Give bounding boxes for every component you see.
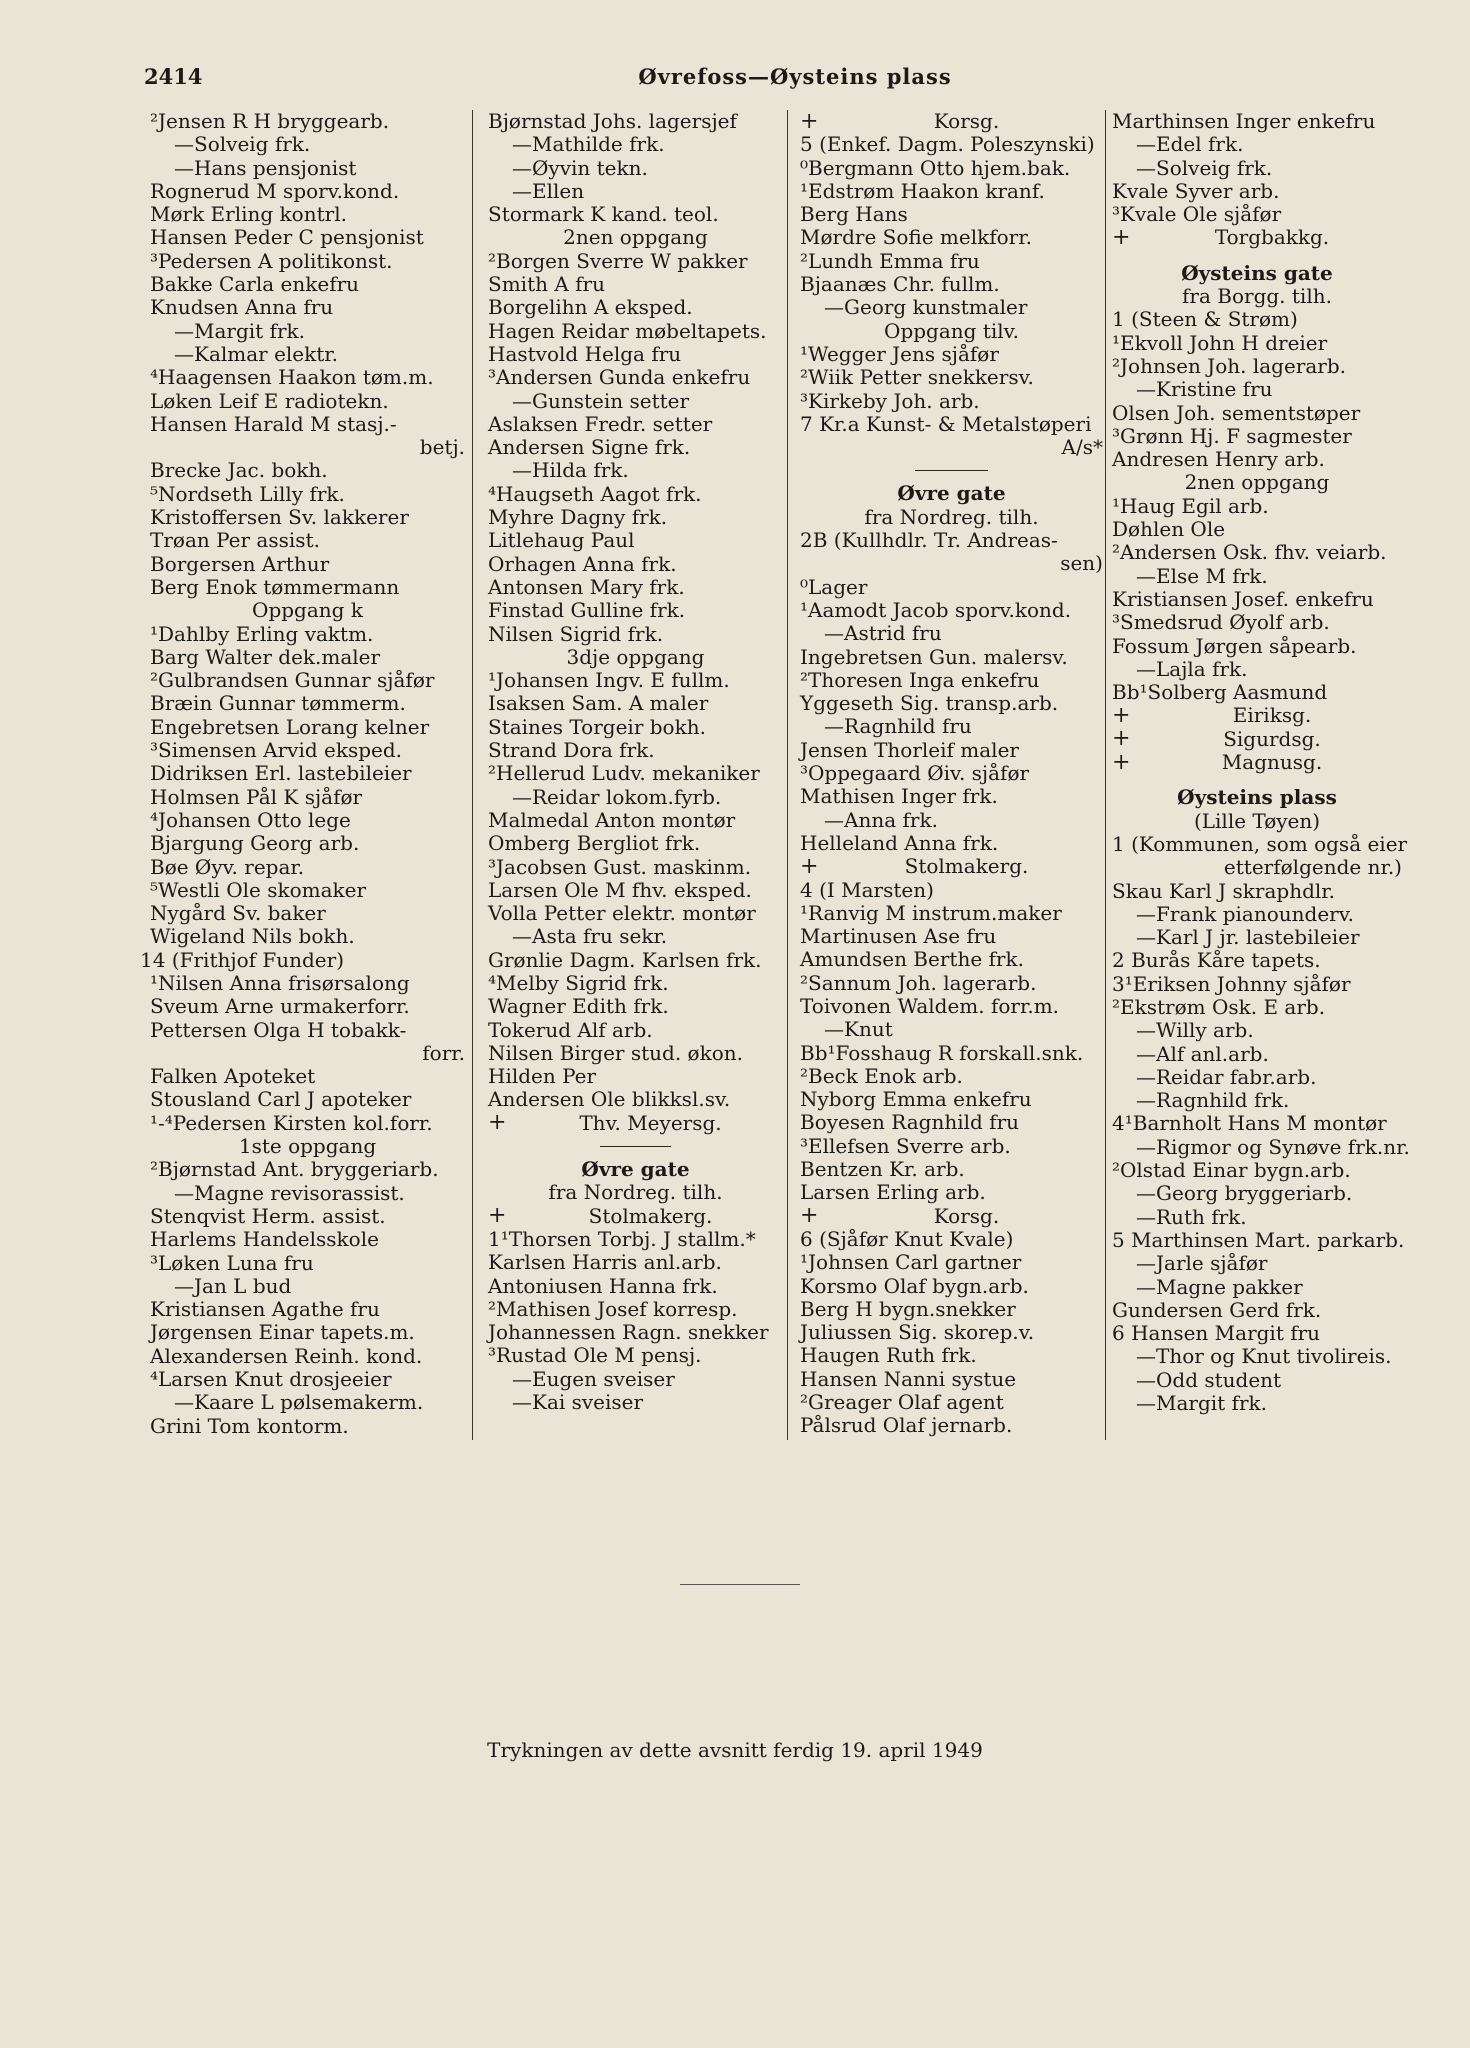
directory-entry: Andersen Ole blikksl.sv. — [488, 1087, 731, 1112]
directory-entry: Myhre Dagny frk. — [488, 505, 668, 530]
directory-column-3 — [800, 110, 1103, 1438]
cross-street — [800, 855, 1103, 878]
directory-entry: Amundsen Berthe frk. — [800, 947, 1024, 972]
directory-entry: —Mathilde frk. — [512, 132, 665, 157]
directory-entry: Pettersen Olga H tobakk- — [150, 1017, 407, 1042]
section-subheading: 2nen oppgang — [1184, 470, 1330, 495]
directory-entry: Wigeland Nils bokh. — [150, 924, 355, 949]
cross-street — [1112, 751, 1402, 774]
directory-entry: Sveum Arne urmakerforr. — [150, 994, 410, 1019]
directory-entry: —Kai sveiser — [512, 1390, 644, 1415]
directory-entry: Malmedal Anton montør — [488, 807, 736, 832]
directory-entry: —Hans pensjonist — [174, 155, 357, 180]
directory-entry: Døhlen Ole — [1112, 517, 1226, 542]
directory-entry: Harlems Handelsskole — [150, 1227, 379, 1252]
cross-street-name: Torgbakkg. — [1214, 225, 1330, 250]
directory-entry: ²Ekstrøm Osk. E arb. — [1112, 994, 1326, 1019]
directory-entry: Olsen Joh. sementstøper — [1112, 400, 1361, 425]
directory-entry: ³Andersen Gunda enkefru — [488, 365, 751, 390]
directory-entry: —Ragnhild fru — [824, 714, 972, 739]
directory-entry: ²Sannum Joh. lagerarb. — [800, 970, 1037, 995]
section-subheading: 3dje oppgang — [566, 644, 705, 669]
directory-entry: —Margit frk. — [174, 318, 305, 343]
directory-entry: 6 (Sjåfør Knut Kvale) — [800, 1226, 1014, 1251]
directory-entry: Marthinsen Inger enkefru — [1112, 109, 1376, 133]
directory-entry: ²Andersen Osk. fhv. veiarb. — [1112, 540, 1387, 565]
cross-street — [800, 1205, 1103, 1228]
line-continuation: forr. — [422, 1040, 465, 1065]
cross-street — [800, 110, 1103, 133]
crossing-mark-icon: + — [1112, 225, 1131, 251]
directory-entry: —Kaare L pølsemakerm. — [174, 1390, 424, 1415]
directory-entry: Hansen Harald M stasj.- — [150, 411, 397, 436]
section-rule — [800, 459, 1103, 482]
cross-street-name: Thv. Meyersg. — [579, 1110, 722, 1135]
directory-entry: —Reidar fabr.arb. — [1136, 1064, 1317, 1089]
directory-entry: Andersen Signe frk. — [488, 435, 691, 460]
directory-column-1 — [140, 109, 465, 1438]
cross-street — [1112, 728, 1402, 751]
directory-entry: Mørk Erling kontrl. — [150, 202, 347, 227]
cross-street-name: Eiriksg. — [1232, 703, 1312, 728]
directory-entry: ²Jensen R H bryggearb. — [150, 109, 390, 133]
directory-entry: —Asta fru sekr. — [512, 924, 668, 949]
directory-entry: 5 Marthinsen Mart. parkarb. — [1112, 1227, 1405, 1252]
directory-entry: ¹Aamodt Jacob sporv.kond. — [800, 597, 1072, 622]
directory-entry: Mathisen Inger frk. — [800, 784, 998, 809]
directory-entry: Toivonen Waldem. forr.m. — [800, 993, 1060, 1018]
directory-entry: ¹Johansen Ingv. E fullm. — [488, 668, 730, 693]
directory-entry: ²Olstad Einar bygn.arb. — [1112, 1158, 1351, 1183]
directory-entry: Staines Torgeir bokh. — [488, 714, 706, 739]
directory-entry: —Edel frk. — [1136, 132, 1244, 157]
directory-entry: Gundersen Gerd frk. — [1112, 1297, 1322, 1322]
directory-entry: Berg H bygn.snekker — [800, 1296, 1016, 1321]
page-number: 2414 — [144, 64, 203, 89]
directory-entry: Pålsrud Olaf jernarb. — [800, 1413, 1013, 1438]
directory-entry: Korsmo Olaf bygn.arb. — [800, 1273, 1029, 1298]
directory-entry: Grini Tom kontorm. — [150, 1413, 349, 1438]
street-heading: Øysteins plass — [1177, 785, 1337, 810]
directory-entry: —Else M frk. — [1136, 563, 1268, 588]
directory-entry: Kristiansen Agathe fru — [150, 1297, 380, 1322]
directory-entry: —Magne pakker — [1136, 1274, 1303, 1299]
directory-entry: —Kristine fru — [1136, 377, 1273, 402]
directory-entry: Martinusen Ase fru — [800, 924, 997, 949]
directory-entry: —Solveig frk. — [174, 132, 311, 157]
directory-entry: —Frank pianounderv. — [1136, 901, 1355, 926]
cross-street-name: Sigurdsg. — [1223, 726, 1321, 751]
directory-entry: —Øyvin tekn. — [512, 155, 648, 180]
directory-entry: ²Bjørnstad Ant. bryggeriarb. — [150, 1157, 439, 1182]
column-divider — [472, 110, 473, 1440]
directory-entry: ³Oppegaard Øiv. sjåfør — [800, 761, 1030, 786]
directory-entry: Grønlie Dagm. Karlsen frk. — [488, 947, 762, 972]
cross-street-name: Stolmakerg. — [588, 1203, 713, 1228]
directory-entry: —Jarle sjåfør — [1136, 1251, 1268, 1276]
directory-entry: Smith A fru — [488, 272, 605, 297]
directory-entry: Haugen Ruth frk. — [800, 1343, 977, 1368]
section-subheading: 1ste oppgang — [238, 1134, 377, 1159]
cross-street — [1112, 226, 1402, 249]
cross-street-name: Korsg. — [933, 1203, 1000, 1228]
directory-entry: ²Lundh Emma fru — [800, 248, 980, 273]
crossing-mark-icon: + — [1112, 726, 1131, 752]
directory-entry: Isaksen Sam. A maler — [488, 691, 709, 716]
directory-entry: 1¹Thorsen Torbj. J stallm.* — [488, 1226, 756, 1251]
cross-street-name: Stolmakerg. — [904, 854, 1029, 879]
section-subheading: fra Nordreg. tilh. — [864, 504, 1039, 529]
directory-entry: 7 Kr.a Kunst- & Metalstøperi — [800, 411, 1092, 436]
directory-entry: ³Kvale Ole sjåfør — [1112, 202, 1282, 227]
print-note: Trykningen av dette avsnitt ferdig 19. april 1949 — [487, 1738, 983, 1762]
directory-entry: —Ragnhild frk. — [1136, 1088, 1290, 1113]
directory-entry: Omberg Bergliot frk. — [488, 831, 701, 856]
section-subheading: 2nen oppgang — [563, 225, 708, 250]
street-heading: Øvre gate — [581, 1157, 690, 1182]
crossing-mark-icon: + — [1112, 703, 1131, 729]
directory-entry: 4 (I Marsten) — [800, 877, 934, 902]
directory-entry: —Magne revisorassist. — [174, 1180, 405, 1205]
directory-entry: ²Mathisen Josef korresp. — [488, 1296, 738, 1321]
directory-entry: Bb¹Solberg Aasmund — [1112, 680, 1328, 705]
directory-entry: Larsen Ole M fhv. eksped. — [488, 877, 752, 902]
section-end-rule — [680, 1584, 800, 1585]
section-subheading: Oppgang tilv. — [884, 318, 1019, 343]
directory-entry: —Ellen — [512, 178, 585, 203]
directory-entry: ²Hellerud Ludv. mekaniker — [488, 761, 760, 786]
directory-entry: —Anna frk. — [824, 807, 938, 832]
directory-entry: Jensen Thorleif maler — [800, 737, 1019, 762]
directory-entry: Bræin Gunnar tømmerm. — [150, 691, 406, 716]
directory-entry: ³Grønn Hj. F sagmester — [1112, 423, 1352, 448]
directory-entry: —Hilda frk. — [512, 458, 629, 483]
directory-column-2 — [488, 110, 783, 1414]
line-continuation: A/s* — [1061, 435, 1103, 460]
directory-entry: Nilsen Birger stud. økon. — [488, 1040, 743, 1065]
directory-entry: Johannessen Ragn. snekker — [488, 1320, 769, 1345]
directory-entry: ¹Wegger Jens sjåfør — [800, 341, 999, 366]
directory-entry: Barg Walter dek.maler — [150, 644, 381, 669]
directory-entry: —Astrid fru — [824, 621, 942, 646]
directory-entry: ²Greager Olaf agent — [800, 1390, 1004, 1415]
cross-street-name: Magnusg. — [1221, 750, 1323, 775]
directory-entry: ¹Ekvoll John H dreier — [1112, 330, 1328, 355]
directory-entry: —Ruth frk. — [1136, 1204, 1247, 1229]
directory-entry: ¹Edstrøm Haakon kranf. — [800, 178, 1045, 203]
directory-entry: —Rigmor og Synøve frk.nr. — [1136, 1134, 1410, 1159]
directory-entry: Nyborg Emma enkefru — [800, 1087, 1032, 1112]
directory-column-4 — [1112, 109, 1410, 1416]
directory-entry: Strand Dora frk. — [488, 738, 655, 763]
crossing-mark-icon: + — [800, 108, 819, 134]
directory-entry: —Georg bryggeriarb. — [1136, 1181, 1353, 1206]
page-title: Øvrefoss—Øysteins plass — [638, 64, 952, 89]
directory-entry: Nygård Sv. baker — [150, 901, 326, 926]
directory-entry: —Eugen sveiser — [512, 1366, 675, 1391]
directory-entry: Boyesen Ragnhild fru — [800, 1110, 1020, 1135]
directory-entry: Larsen Erling arb. — [800, 1180, 986, 1205]
directory-entry: Stenqvist Herm. assist. — [150, 1203, 386, 1228]
directory-entry: 3¹Eriksen Johnny sjåfør — [1112, 971, 1351, 996]
directory-entry: Trøan Per assist. — [150, 528, 320, 553]
cross-street — [488, 1112, 783, 1135]
directory-entry: ⁵Nordseth Lilly frk. — [150, 481, 345, 506]
directory-entry: ⁴Melby Sigrid frk. — [488, 970, 669, 995]
directory-entry: Stousland Carl J apoteker — [150, 1087, 412, 1112]
line-continuation: etterfølgende nr.) — [1223, 855, 1402, 880]
directory-entry: ³Kirkeby Joh. arb. — [800, 388, 980, 413]
street-heading: Øysteins gate — [1181, 260, 1333, 285]
directory-entry: ³Pedersen A politikonst. — [150, 248, 393, 273]
directory-entry: Litlehaug Paul — [488, 528, 635, 553]
directory-entry: ¹Johnsen Carl gartner — [800, 1250, 1022, 1275]
section-subheading: fra Nordreg. tilh. — [548, 1180, 723, 1205]
directory-entry: Stormark K kand. teol. — [488, 202, 719, 227]
directory-entry: ⁴Larsen Knut drosjeeier — [150, 1367, 392, 1392]
directory-entry: 6 Hansen Margit fru — [1112, 1321, 1321, 1346]
directory-entry: Hagen Reidar møbeltapets. — [488, 318, 767, 343]
crossing-mark-icon: + — [800, 1203, 819, 1229]
section-rule — [488, 1135, 783, 1158]
directory-entry: Didriksen Erl. lastebileier — [150, 761, 412, 786]
directory-entry: ³Løken Luna fru — [150, 1250, 314, 1275]
directory-entry: ²Wiik Petter snekkersv. — [800, 365, 1034, 390]
crossing-mark-icon: + — [1112, 749, 1131, 775]
directory-entry: Hilden Per — [488, 1064, 597, 1089]
directory-entry: 4¹Barnholt Hans M montør — [1112, 1111, 1387, 1136]
directory-entry: —Lajla frk. — [1136, 656, 1248, 681]
directory-entry: Brecke Jac. bokh. — [150, 458, 328, 483]
directory-entry: ²Johnsen Joh. lagerarb. — [1112, 353, 1346, 378]
directory-entry: —Reidar lokom.fyrb. — [512, 784, 722, 809]
directory-entry: Orhagen Anna frk. — [488, 551, 677, 576]
directory-entry: Fossum Jørgen såpearb. — [1112, 633, 1357, 658]
directory-entry: Wagner Edith frk. — [488, 994, 669, 1019]
directory-entry: Løken Leif E radiotekn. — [150, 388, 389, 413]
directory-entry: Hastvold Helga fru — [488, 341, 682, 366]
directory-entry: ²Thoresen Inga enkefru — [800, 667, 1040, 692]
street-heading: Øvre gate — [897, 481, 1006, 506]
cross-street-name: Korsg. — [933, 109, 1000, 133]
directory-entry: Knudsen Anna fru — [150, 295, 334, 320]
directory-entry: —Jan L bud — [174, 1273, 292, 1298]
directory-entry: ¹-⁴Pedersen Kirsten kol.forr. — [150, 1110, 433, 1135]
crossing-mark-icon: + — [488, 1110, 507, 1136]
section-subheading: (Lille Tøyen) — [1193, 808, 1321, 833]
directory-entry: Hansen Peder C pensjonist — [150, 225, 424, 250]
directory-entry: ³Rustad Ole M pensj. — [488, 1343, 702, 1368]
directory-entry: —Georg kunstmaler — [824, 295, 1028, 320]
directory-entry: Kvale Syver arb. — [1112, 178, 1280, 203]
directory-entry: Rognerud M sporv.kond. — [150, 178, 400, 203]
directory-entry: Ingebretsen Gun. malersv. — [800, 644, 1068, 669]
directory-entry: —Kalmar elektr. — [174, 341, 339, 366]
column-divider — [787, 110, 788, 1440]
directory-entry: Mørdre Sofie melkforr. — [800, 225, 1032, 250]
directory-entry: Bb¹Fosshaug R forskall.snk. — [800, 1040, 1084, 1065]
directory-entry: —Gunstein setter — [512, 388, 690, 413]
directory-entry: Helleland Anna frk. — [800, 830, 999, 855]
crossing-mark-icon: + — [800, 853, 819, 879]
directory-entry: 2B (Kullhdlr. Tr. Andreas- — [800, 528, 1058, 553]
directory-entry: Bentzen Kr. arb. — [800, 1157, 965, 1182]
directory-entry: —Karl J jr. lastebileier — [1136, 925, 1360, 950]
directory-entry: ⁵Westli Ole skomaker — [150, 877, 367, 902]
directory-entry: Skau Karl J skraphdlr. — [1112, 878, 1336, 903]
directory-entry: 5 (Enkef. Dagm. Poleszynski) — [800, 132, 1095, 157]
directory-entry: Bjaanæs Chr. fullm. — [800, 272, 1000, 297]
line-continuation: betj. — [419, 435, 465, 460]
directory-entry: 1 (Kommunen, som også eier — [1112, 831, 1408, 856]
directory-entry: ⁴Haagensen Haakon tøm.m. — [150, 365, 434, 390]
directory-entry: 2 Burås Kåre tapets. — [1112, 948, 1321, 973]
directory-entry: Kristiansen Josef. enkefru — [1112, 586, 1374, 611]
directory-entry: Holmsen Pål K sjåfør — [150, 784, 363, 809]
directory-entry: ³Jacobsen Gust. maskinm. — [488, 854, 752, 879]
directory-entry: ³Simensen Arvid eksped. — [150, 738, 403, 763]
directory-entry: 1 (Steen & Strøm) — [1112, 307, 1298, 332]
directory-entry: Antoniusen Hanna frk. — [488, 1273, 718, 1298]
directory-entry: ¹Ranvig M instrum.maker — [800, 900, 1062, 925]
directory-entry: ²Borgen Sverre W pakker — [488, 248, 748, 273]
directory-entry: Antonsen Mary frk. — [488, 574, 685, 599]
directory-entry: Karlsen Harris anl.arb. — [488, 1250, 722, 1275]
cross-street — [488, 1205, 783, 1228]
cross-street — [1112, 704, 1402, 727]
directory-entry: Borgersen Arthur — [150, 551, 330, 576]
directory-entry: Kristoffersen Sv. lakkerer — [150, 505, 409, 530]
directory-entry: Juliussen Sig. skorep.v. — [800, 1320, 1035, 1345]
directory-entry: Tokerud Alf arb. — [488, 1017, 653, 1042]
directory-entry: Yggeseth Sig. transp.arb. — [800, 691, 1059, 716]
directory-entry: ³Ellefsen Sverre arb. — [800, 1133, 1011, 1158]
directory-entry: Andresen Henry arb. — [1112, 447, 1325, 472]
directory-entry: ⁰Bergmann Otto hjem.bak. — [800, 155, 1071, 180]
directory-entry: Hansen Nanni systue — [800, 1366, 1017, 1391]
directory-entry: Borgelihn A eksped. — [488, 295, 693, 320]
directory-entry: —Solveig frk. — [1136, 155, 1273, 180]
directory-entry: ⁴Johansen Otto lege — [150, 807, 351, 832]
directory-entry: Alexandersen Reinh. kond. — [150, 1343, 423, 1368]
directory-entry: ⁰Lager — [800, 574, 868, 599]
directory-entry: Jørgensen Einar tapets.m. — [150, 1320, 415, 1345]
directory-entry: ¹Dahlby Erling vaktm. — [150, 621, 374, 646]
directory-entry: Aslaksen Fredr. setter — [488, 411, 713, 436]
directory-entry: ²Gulbrandsen Gunnar sjåfør — [150, 668, 435, 693]
crossing-mark-icon: + — [488, 1203, 507, 1229]
directory-entry: Volla Petter elektr. montør — [488, 901, 756, 926]
directory-entry: —Odd student — [1136, 1367, 1282, 1392]
directory-entry: Finstad Gulline frk. — [488, 598, 686, 623]
directory-entry: —Knut — [824, 1017, 893, 1042]
spacer — [1112, 250, 1402, 262]
line-continuation: sen) — [1060, 551, 1103, 576]
directory-entry: ³Smedsrud Øyolf arb. — [1112, 610, 1330, 635]
directory-entry: Berg Hans — [800, 202, 908, 227]
directory-entry: —Willy arb. — [1136, 1018, 1254, 1043]
directory-entry: ¹Haug Egil arb. — [1112, 493, 1269, 518]
directory-entry: Engebretsen Lorang kelner — [150, 714, 430, 739]
directory-entry: ²Beck Enok arb. — [800, 1063, 963, 1088]
section-subheading: Oppgang k — [252, 598, 363, 623]
directory-entry: Bøe Øyv. repar. — [150, 854, 305, 879]
directory-entry: Bjargung Georg arb. — [150, 831, 360, 856]
column-divider — [1105, 110, 1106, 1440]
directory-entry: Falken Apoteket — [150, 1064, 316, 1089]
directory-entry: —Margit frk. — [1136, 1391, 1267, 1416]
directory-entry: Berg Enok tømmermann — [150, 574, 400, 599]
section-subheading: fra Borgg. tilh. — [1182, 284, 1332, 309]
directory-entry: Bjørnstad Johs. lagersjef — [488, 109, 737, 133]
directory-entry: —Alf anl.arb. — [1136, 1041, 1269, 1066]
directory-entry: Bakke Carla enkefru — [150, 272, 360, 297]
directory-entry: 14 (Frithjof Funder) — [140, 947, 345, 972]
directory-entry: ¹Nilsen Anna frisørsalong — [150, 970, 410, 995]
directory-entry: Nilsen Sigrid frk. — [488, 621, 664, 646]
directory-entry: ⁴Haugseth Aagot frk. — [488, 481, 702, 506]
directory-entry: —Thor og Knut tivolireis. — [1136, 1344, 1392, 1369]
